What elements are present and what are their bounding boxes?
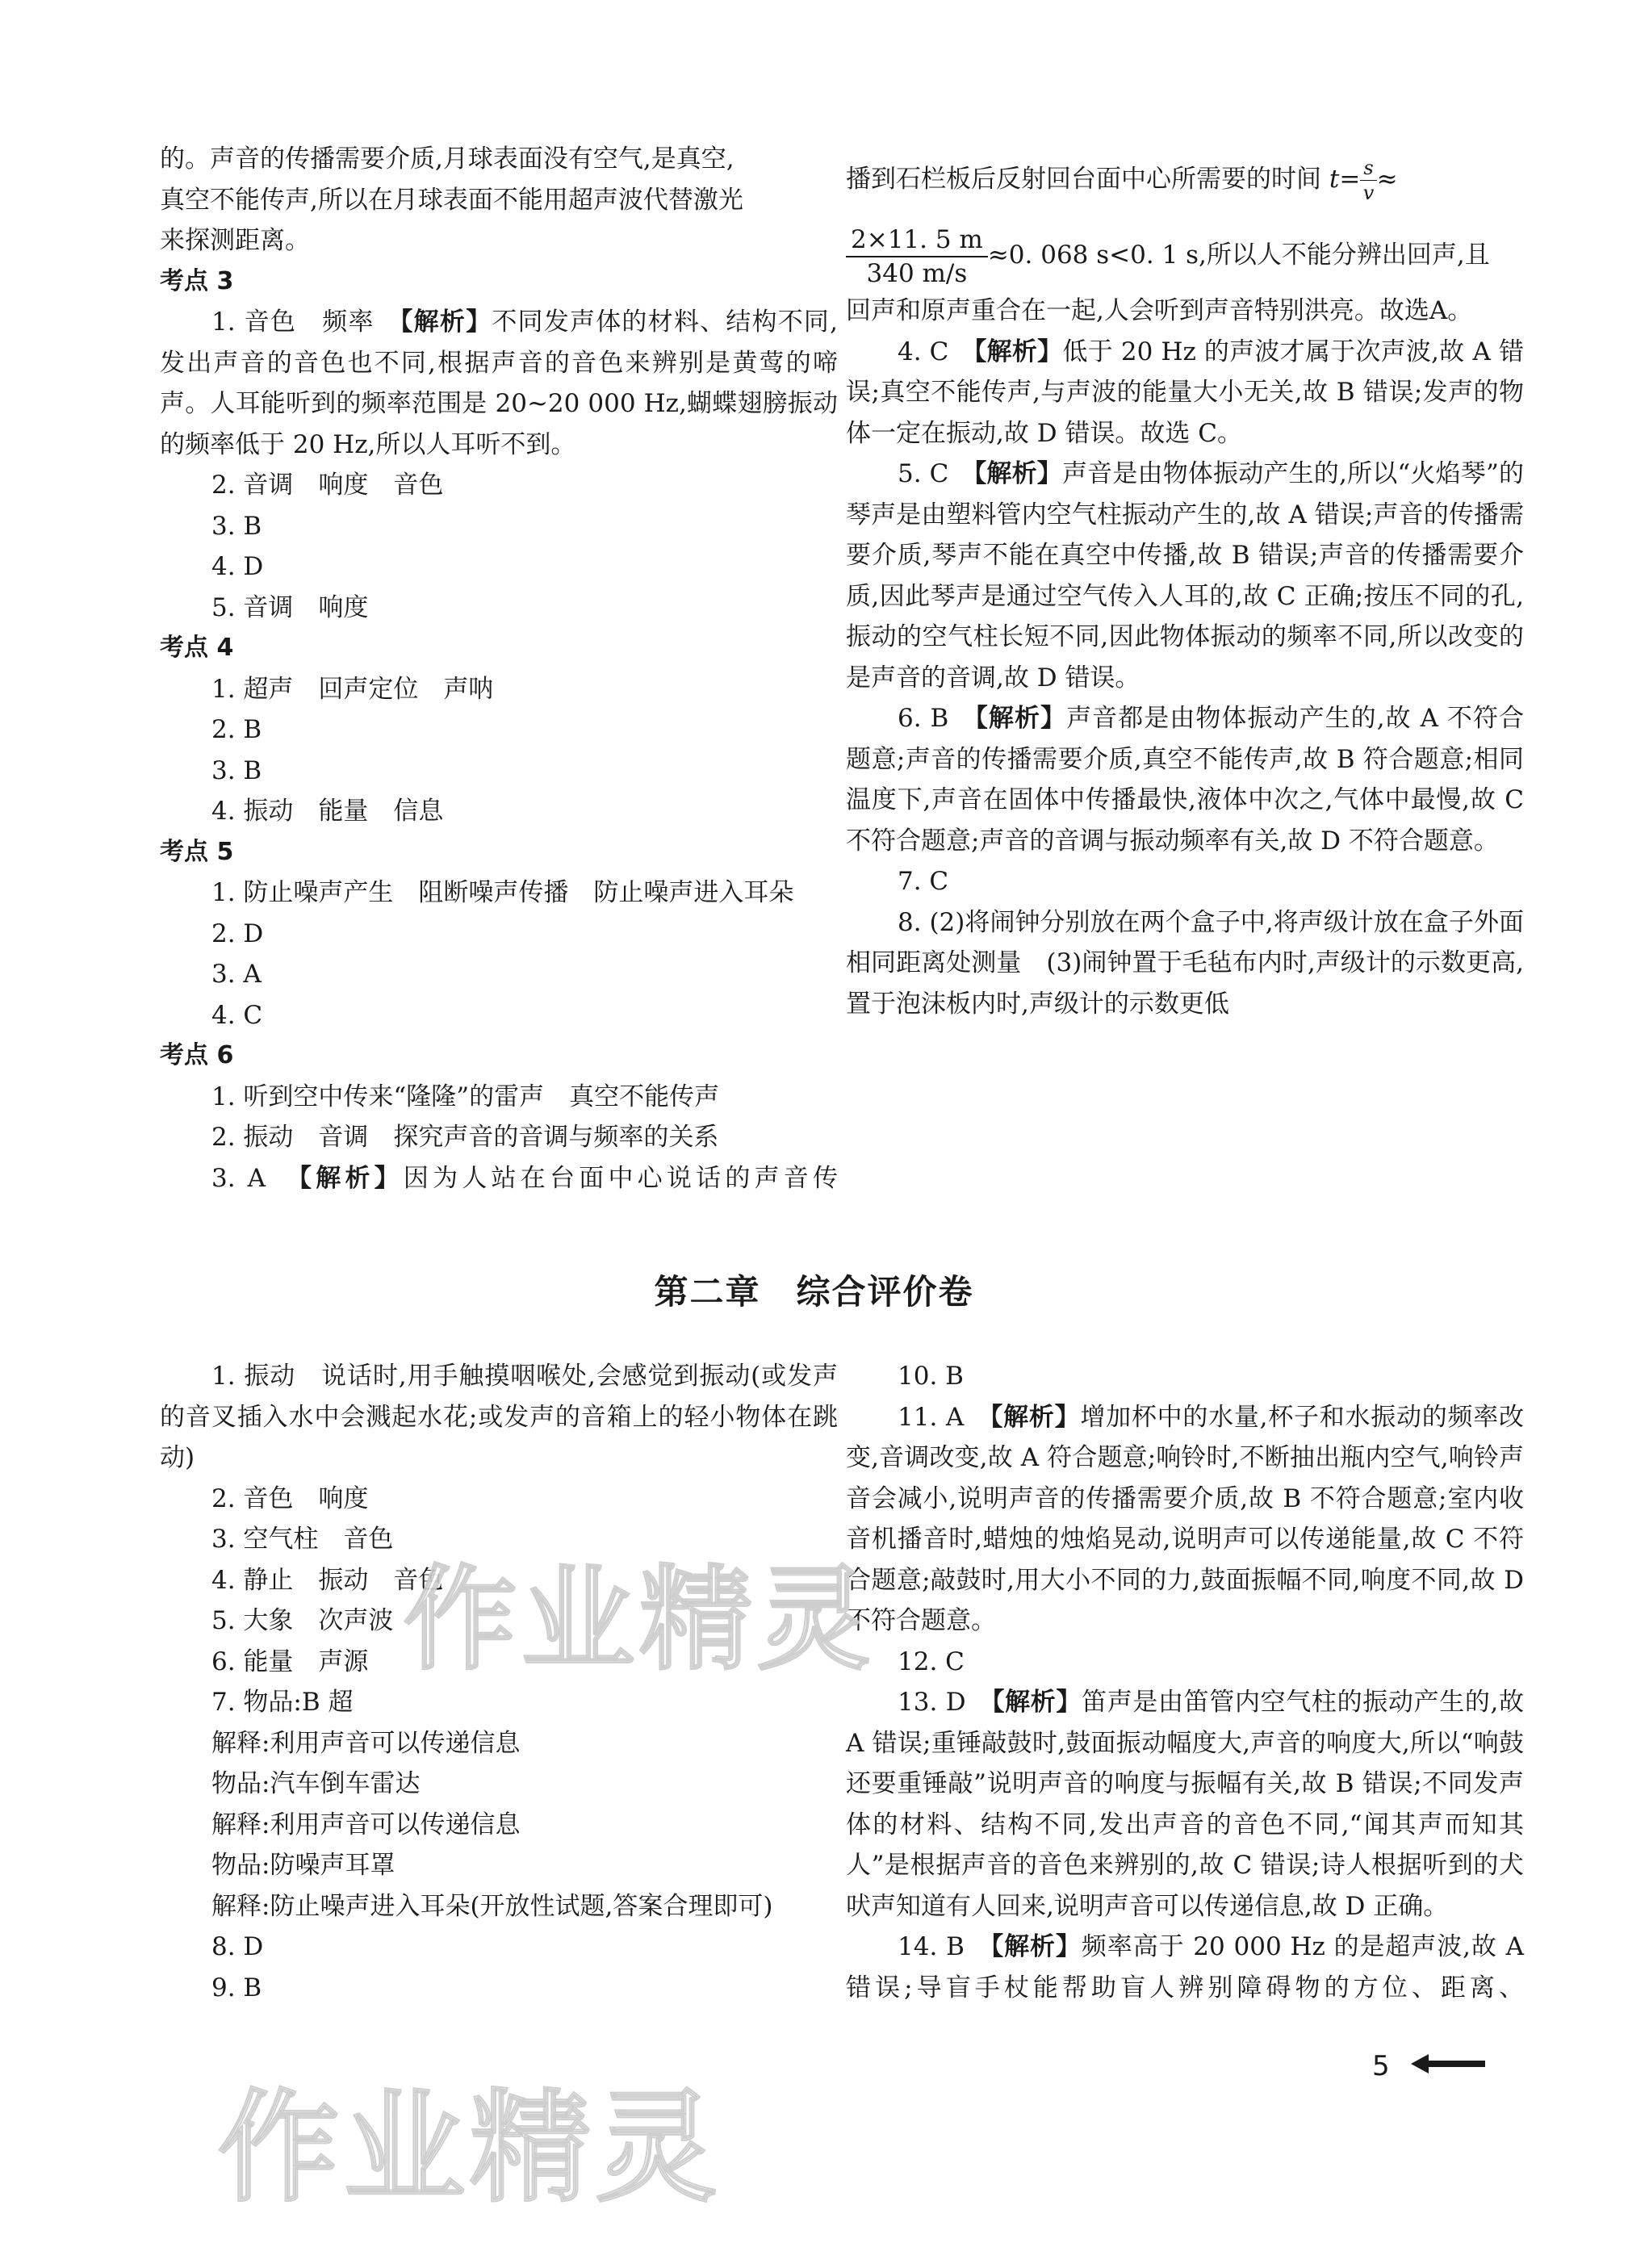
answer-12: 12. C bbox=[898, 1647, 965, 1676]
page-number: 5 bbox=[1372, 2050, 1390, 2082]
analysis-tag: 【解析】 bbox=[991, 1688, 1082, 1717]
watermark: 作业精灵 bbox=[404, 1555, 876, 1686]
analysis-tag: 【解析】 bbox=[400, 308, 492, 337]
kp6-heading: 考点 6 bbox=[160, 1041, 234, 1069]
answer-8: 8. (2)将闹钟分别放在两个盒子中,将声级计放在盒子外面相同距离处测量 (3)闹钟置于毛毡布内时,声级计的示数更高,置于泡沫板内时,声级计的示数更低 bbox=[846, 907, 1524, 1019]
formula-line-2: $\frac{2\times 11. 5 m}{340 m/s}$ ≈0. 068 s<0. 1 s,所以人不能分辨出回声,且 bbox=[846, 220, 1524, 291]
answer-line: 物品:防噪声耳罩 bbox=[211, 1851, 395, 1880]
answer-line: 回声和原声重合在一起,人会听到声音特别洪亮。故选A。 bbox=[846, 296, 1473, 325]
answer-14: 14. B 【解析】频率高于 20 000 Hz 的是超声波,故 A 错误;导盲手杖能帮助盲人辨别障碍物的方位、距离、 bbox=[846, 1932, 1525, 2002]
answer-line: 解释:防止噪声进入耳朵(开放性试题,答案合理即可) bbox=[211, 1891, 773, 1921]
answer-line: 解释:利用声音可以传递信息 bbox=[211, 1728, 521, 1758]
fraction: $\frac{2\times 11. 5 m}{340 m/s}$ bbox=[846, 224, 988, 290]
answer-line: 3. 空气柱 音色 bbox=[211, 1525, 394, 1554]
kp3-answer-1: 1. 音色 频率 【解析】不同发声体的材料、结构不同,发出声音的音色也不同,根据声音的音色来辨别是黄莺的啼声。人耳能听到的频率范围是 20~20 000 Hz,蝴蝶翅膀振动的频率低于 20 Hz,所以人耳听不到。 bbox=[160, 308, 838, 459]
analysis-tag: 【解析】 bbox=[975, 704, 1067, 733]
kp5-heading: 考点 5 bbox=[160, 837, 234, 866]
answer-line: 2. 振动 音调 探究声音的音调与频率的关系 bbox=[211, 1123, 719, 1152]
answer-1: 1. 振动 说话时,用手触摸咽喉处,会感觉到振动(或发声的音叉插入水中会溅起水花;或发声的音箱上的轻小物体在跳动) bbox=[160, 1362, 838, 1472]
answer-line: 4. D bbox=[211, 552, 264, 581]
analysis-tag: 【解析】 bbox=[973, 459, 1062, 488]
answer-line: 6. 能量 声源 bbox=[211, 1647, 369, 1676]
chapter-title: 第二章 综合评价卷 bbox=[654, 1272, 974, 1312]
arrow-left-icon bbox=[1411, 2052, 1485, 2076]
answer-line: 2. 音调 响度 音色 bbox=[211, 471, 444, 500]
answer-line: 解释:利用声音可以传递信息 bbox=[211, 1810, 521, 1839]
answer-line: 5. 音调 响度 bbox=[211, 592, 369, 622]
answer-13: 13. D 【解析】笛声是由笛管内空气柱的振动产生的,故 A 错误;重锤敲鼓时,鼓面振动幅度大,声音的响度大,所以“响鼓还要重锤敲”说明声音的响度与振幅有关,故 B 错误;不同发声体的材料、结构不同,发出声音的音色不同,“闻其声而知其人”是根据声音的音色来辨别的,故 C 错误;诗人根据听到的犬吠声知道有人回来,说明声音可以传递信息,故 D 正确。 bbox=[846, 1688, 1524, 1921]
answer-7: 7. C bbox=[898, 867, 949, 896]
answer-line: 4. 振动 能量 信息 bbox=[211, 797, 444, 826]
answer-line: 2. B bbox=[211, 715, 262, 744]
answer-line: 1. 听到空中传来“隆隆”的雷声 真空不能传声 bbox=[211, 1082, 720, 1111]
s-over-v: $\frac{s}{v}$ bbox=[1360, 156, 1376, 205]
kp3-heading: 考点 3 bbox=[160, 266, 234, 295]
intro-line: 真空不能传声,所以在月球表面不能用超声波代替激光 bbox=[160, 185, 743, 215]
answer-11: 11. A 【解析】增加杯中的水量,杯子和水振动的频率改变,音调改变,故 A 符合题意;响铃时,不断抽出瓶内空气,响铃声音会减小,说明声音的传播需要介质,故 B 不符合题意;室内收音机播音时,蜡烛的烛焰晃动,说明声可以传递能量,故 C 不符合题意;敲鼓时,用大小不同的力,鼓面振幅不同,响度不同,故 D 不符合题意。 bbox=[846, 1402, 1524, 1635]
answer-line: 3. B bbox=[211, 755, 262, 785]
intro-line: 的。声音的传播需要介质,月球表面没有空气,是真空, bbox=[160, 144, 734, 174]
answer-line: 3. B bbox=[211, 511, 262, 541]
watermark: 作业精灵 bbox=[218, 2078, 722, 2219]
answer-line: 9. B bbox=[211, 1973, 262, 2002]
intro-line: 来探测距离。 bbox=[160, 226, 310, 255]
answer-6: 6. B 【解析】声音都是由物体振动产生的,故 A 不符合题意;声音的传播需要介质,真空不能传声,故 B 符合题意;相同温度下,声音在固体中传播最快,液体中次之,气体中最慢,故 C 不符合题意;声音的音调与振动频率有关,故 D 不符合题意。 bbox=[846, 704, 1524, 856]
answer-line: 2. D bbox=[211, 918, 264, 948]
answer-line: 1. 超声 回声定位 声呐 bbox=[211, 674, 494, 704]
answer-line: 4. C bbox=[211, 1000, 263, 1030]
analysis-tag: 【解析】 bbox=[990, 1932, 1082, 1961]
answer-line: 5. 大象 次声波 bbox=[211, 1606, 394, 1635]
analysis-tag: 【解析】 bbox=[299, 1163, 404, 1193]
analysis-tag: 【解析】 bbox=[973, 337, 1063, 366]
answer-line: 物品:汽车倒车雷达 bbox=[211, 1769, 421, 1798]
right-column-top bbox=[846, 139, 1524, 1024]
answer-4: 4. C 【解析】低于 20 Hz 的声波才属于次声波,故 A 错误;真空不能传声,与声波的能量大小无关,故 B 错误;发声的物体一定在振动,故 D 错误。故选 C。 bbox=[846, 337, 1524, 448]
answer-line: 2. 音色 响度 bbox=[211, 1483, 369, 1513]
formula-line-1: 播到石栏板后反射回台面中心所需要的时间 t= $\frac{s}{v}$ ≈ bbox=[846, 157, 1398, 204]
answer-line: 1. 防止噪声产生 阻断噪声传播 防止噪声进入耳朵 bbox=[211, 878, 794, 907]
analysis-tag: 【解析】 bbox=[990, 1402, 1081, 1432]
right-column-bottom bbox=[846, 1356, 1524, 2008]
answer-5: 5. C 【解析】声音是由物体振动产生的,所以“火焰琴”的琴声是由塑料管内空气柱振动产生的,故 A 错误;声音的传播需要介质,琴声不能在真空中传播,故 B 错误;声音的传播需要介质,因此琴声是通过空气传入人耳的,故 C 正确;按压不同的孔,振动的空气柱长短不同,因此物体振动的频率不同,所以改变的是声音的音调,故 D 错误。 bbox=[846, 459, 1524, 693]
answer-line: 7. 物品:B 超 bbox=[211, 1688, 354, 1717]
answer-line: 4. 静止 振动 音色 bbox=[211, 1565, 444, 1595]
answer-10: 10. B bbox=[898, 1362, 964, 1391]
answer-line: 8. D bbox=[211, 1932, 264, 1961]
left-column-top bbox=[160, 139, 838, 1199]
kp6-answer-3: 3. A 【解析】因为人站在台面中心说话的声音传 bbox=[211, 1163, 839, 1193]
kp4-heading: 考点 4 bbox=[160, 634, 234, 662]
answer-line: 3. A bbox=[211, 960, 262, 989]
